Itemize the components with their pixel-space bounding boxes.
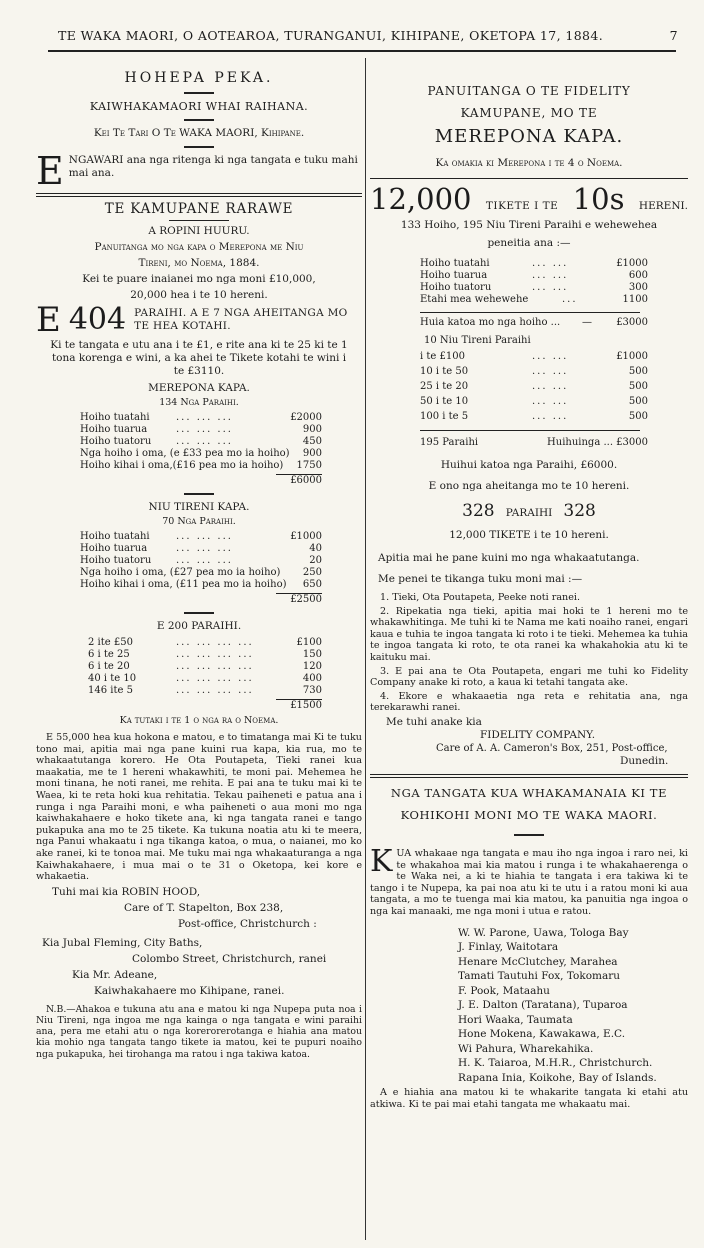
list-item: Hori Waaka, Taumata	[458, 1013, 573, 1026]
masthead	[58, 28, 678, 50]
kia-line-4: Kaiwhakahaere mo Kihipane, ranei.	[94, 984, 285, 997]
headline-text: TIKETE I TE	[485, 200, 559, 212]
fidelity-point-4: 4. Ekore e whakaaetia nga reta e rehitatia ana, nga terekarawhi ranei.	[370, 690, 688, 714]
agents-title-2: KOHIKOHI MONI MO TE WAKA MAORI.	[400, 807, 658, 822]
rarawe-body: E 55,000 hea kua hokona e matou, e to timatanga mai Ki te tuku tono mai, apitia mai nga pane kuini rua kapa, kia rua, mo te whakaatutanga korero. He Ota Poutapeta, Tieki ranei kua maakatia, me te 1 hereni whakawhiti, te moni pai. Mehemea he moni tinana, he noti ranei, me rehita. E pai ana te tuku mai ki te Waea, ki te reta hoki kua rehitatia. Tekau paiheneti e patua ana i runga i nga Paraihi moni, e wha paiheneti o aua moni mo nga kaiwhakahaere e hoko tikete ana, ki nga tangata ranei e tango pukapuka ana mo te 25 tikete. Ka tukuna noatia atu ki te meera, nga Panui whakaatu i nga tikanga katoa, o mua, o naianei, mo ko ake ranei, ki te tonoa mai. Me tuku mai nga whakaaturanga a nga Kaiwhakahaere, i mua mai o te 31 o Oketopa, kei kore e whakaetia.	[36, 732, 362, 883]
list-item: Tamati Tautuhi Fox, Tokomaru	[458, 970, 621, 982]
table-row: 10 i te 50 ... ... 500	[420, 366, 648, 377]
right-column	[370, 58, 688, 1238]
agents-text: UA whakaae nga tangata e mau iho nga ingoa i raro nei, ki te whakahoa mai kia matou i runga i te whakahaerenga o te Waka nei, a ki te hiahia te tangata i era takiwa ki te tango i te Nupepa, ka pai noa atu ki te utu i a ratou moni ki aua tangata, a mo te tuenga mai kia matou, ka panuitia nga ingoa o nga kai manaaki, me nga moni i utua e ratou.	[370, 847, 688, 917]
fidelity-huihui: Huihui katoa nga Paraihi, £6000.	[440, 459, 618, 471]
separator	[184, 493, 214, 495]
table-row: Hoiho tuatoru ... ... ... 20	[80, 555, 322, 566]
table-row: Hoiho tuarua ... ... 600	[420, 270, 648, 281]
drop-cap: E	[36, 154, 64, 187]
table-row: Nga hoiho i oma, (£27 pea mo ia hoiho) 250	[80, 567, 322, 578]
fidelity-line-4: Ka omakia ki Merepona i te 4 o Noema.	[435, 157, 623, 169]
separator	[184, 146, 214, 148]
tuhi-line: Tuhi mai kia ROBIN HOOD,	[52, 885, 201, 898]
kia-line-1: Kia Jubal Fleming, City Baths,	[42, 936, 203, 949]
table-row: Hoiho tuarua ... ... ... 900	[80, 424, 322, 435]
separator	[169, 220, 229, 221]
page-number: 7	[669, 28, 678, 43]
table-row: Hoiho tuatahi ... ... ... £2000	[80, 412, 322, 423]
fidelity-table	[420, 258, 648, 306]
fidelity-aheitanga: E ono nga aheitanga mo te 10 hereni.	[428, 480, 630, 492]
sum-rule	[420, 312, 640, 313]
table-row: 25 i te 20 ... ... 500	[420, 381, 648, 392]
table-row: 2 ite £50 ... ... ... ... £100	[88, 637, 322, 648]
niu-tireni-sub: 70 Nga Paraihi.	[162, 516, 236, 527]
ad-hohepa-office: Kei Te Tari O Te WAKA MAORI, Kihipane.	[93, 127, 305, 139]
list-item: Henare McClutchey, Marahea	[458, 955, 618, 968]
fidelity-table-2	[420, 349, 648, 424]
list-item: J. E. Dalton (Taratana), Tuparoa	[458, 999, 628, 1011]
table-row: Hoiho tuatahi ... ... £1000	[420, 258, 648, 269]
ad-hohepa-name: HOHEPA PEKA.	[124, 70, 274, 86]
total-row: £1500	[290, 700, 322, 711]
table-row: Hoiho kihai i oma,(£16 pea mo ia hoiho) 1750	[80, 460, 322, 471]
big-number: 10s	[572, 182, 625, 216]
table-row: Nga hoiho i oma, (e £33 pea mo ia hoiho) 900	[80, 448, 322, 459]
kia-line-2: Colombo Street, Christchurch, ranei	[132, 952, 327, 965]
table-row: Etahi mea wehewehe ... 1100	[420, 294, 648, 305]
big-number: 12,000	[370, 182, 472, 216]
separator	[184, 92, 214, 94]
sum-rule	[420, 430, 640, 431]
table-row: i te £100 ... ... £1000	[420, 351, 648, 362]
separator	[184, 612, 214, 614]
close-date: Ka tutaki i te 1 o nga ra o Noema.	[119, 715, 279, 726]
ad-rarawe-line1: Panuitanga mo nga kapa o Merepona me Niu	[94, 241, 304, 253]
ad-rarawe-line4: 20,000 hea i te 10 hereni.	[130, 289, 268, 301]
ad-hohepa-role: KAIWHAKAMAORI WHAI RAIHANA.	[89, 100, 309, 113]
headline-text: PARAIHI. A E 7 NGA AHEITANGA MO TE HEA KOTAHI.	[134, 307, 348, 332]
list-item: Rapana Inia, Koikohe, Bay of Islands.	[458, 1071, 657, 1084]
agents-body	[370, 848, 688, 918]
ad-rarawe-line2: Tireni, mo Noema, 1884.	[138, 257, 260, 269]
list-item: H. K. Taiaroa, M.H.R., Christchurch.	[458, 1057, 653, 1069]
merepona-sub: 134 Nga Paraihi.	[159, 397, 239, 408]
ad-hohepa-body	[36, 154, 362, 187]
fidelity-dunedin: Dunedin.	[620, 754, 669, 767]
total-row: 195 Paraihi Huihuinga ... £3000	[420, 437, 648, 448]
list-item: Hone Mokena, Kawakawa, E.C.	[458, 1028, 626, 1040]
merepona-table	[80, 412, 322, 487]
total-row: Huia katoa mo nga hoiho ... — £3000	[420, 317, 648, 328]
subheading: 10 Niu Tireni Paraihi	[424, 335, 531, 346]
table-row: 40 i te 10 ... ... ... ... 400	[88, 673, 322, 684]
fidelity-line-1: PANUITANGA O TE FIDELITY	[427, 84, 631, 98]
table-row: 6 i te 20 ... ... ... ... 120	[88, 661, 322, 672]
niu-tireni-title: NIU TIRENI KAPA.	[148, 501, 250, 513]
table-row: 100 i te 5 ... ... 500	[420, 411, 648, 422]
headline-text: HERENI.	[638, 200, 688, 212]
merepona-title: MEREPONA KAPA.	[148, 382, 250, 394]
e200-table	[88, 637, 322, 712]
ad-rarawe-headline	[36, 300, 362, 340]
fidelity-me: Me penei te tikanga tuku moni mai :—	[378, 573, 583, 585]
table-row: Hoiho tuarua ... ... ... 40	[80, 543, 322, 554]
agents-end: A e hiahia ana matou ki te whakarite tangata ki etahi atu atkiwa. Ki te pai mai etahi tangata me whakaatu mai.	[370, 1087, 688, 1110]
total-row: £2500	[290, 594, 322, 605]
table-row: 50 i te 10 ... ... 500	[420, 396, 648, 407]
drop-cap: K	[370, 847, 393, 879]
e200-title: E 200 PARAIHI.	[156, 620, 242, 632]
header-rule	[48, 50, 676, 52]
agents-list	[370, 926, 688, 1086]
ad-hohepa-text: NGAWARI ana nga ritenga ki nga tangata e tuku mahi mai ana.	[68, 154, 358, 179]
fidelity-point-1: 1. Tieki, Ota Poutapeta, Peeke noti ranei.	[380, 592, 581, 603]
table-row: Hoiho tuatahi ... ... ... £1000	[80, 531, 322, 542]
left-column	[36, 58, 362, 1238]
fidelity-box: Care of A. A. Cameron's Box, 251, Post-office,	[436, 742, 668, 754]
total-row: £6000	[290, 475, 322, 486]
fidelity-pen: peneitia ana :—	[487, 237, 571, 249]
fidelity-metuhi: Me tuhi anake kia	[386, 715, 482, 728]
fidelity-apitia: Apitia mai he pane kuini mo nga whakaatutanga.	[378, 552, 640, 564]
fidelity-point-3: 3. E pai ana te Ota Poutapeta, engari me tuhi ko Fidelity Company anake ki roto, a kaua ki tetahi tangata ake.	[370, 665, 688, 689]
section-rule	[370, 178, 688, 179]
big-letter: E	[36, 300, 61, 340]
big-number: 404	[68, 302, 127, 337]
fidelity-hoiho: 133 Hoiho, 195 Niu Tireni Paraihi e wehewehea	[400, 219, 658, 231]
separator	[514, 834, 544, 836]
agents-title-1: NGA TANGATA KUA WHAKAMANAIA KI TE	[390, 785, 668, 800]
list-item: F. Pook, Mataahu	[458, 984, 550, 997]
table-row: 6 i te 25 ... ... ... ... 150	[88, 649, 322, 660]
fidelity-company: FIDELITY COMPANY.	[480, 728, 596, 741]
masthead-title: TE WAKA MAORI, O AOTEAROA, TURANGANUI, KIHIPANE, OKETOPA 17, 1884.	[58, 28, 604, 43]
po-line: Post-office, Christchurch :	[178, 917, 317, 930]
table-row: Hoiho tuatoru ... ... ... 450	[80, 436, 322, 447]
section-rule	[370, 774, 688, 778]
care-line: Care of T. Stapelton, Box 238,	[124, 901, 284, 914]
ad-rarawe-para: Ki te tangata e utu ana i te £1, e rite ana ki te 25 ki te 1 tona korenga e wini, a ka ahei te Tikete kotahi te wini i te £3110.	[50, 339, 348, 377]
nb-note: N.B.—Ahakoa e tukuna atu ana e matou ki nga Nupepa puta noa i Niu Tireni, nga ingoa me nga kainga o nga tangata e wini paraihi ana, pera me etahi atu o nga korerorerotanga e hiahia ana matou kia mohio nga tangata tango tikete ia matou, kei te pupuri noaiho nga pukapuka, hei tirohanga ma ratou i nga takiwa katoa.	[36, 1003, 362, 1060]
list-item: Wi Pahura, Wharekahika.	[458, 1042, 594, 1055]
fidelity-12k: 12,000 TIKETE i te 10 hereni.	[449, 529, 609, 541]
list-item: W. W. Parone, Uawa, Tologa Bay	[458, 926, 629, 939]
separator	[184, 119, 214, 121]
table-row: Hoiho tuatoru ... ... 300	[420, 282, 648, 293]
kia-line-3: Kia Mr. Adeane,	[72, 968, 158, 981]
table-row: 146 ite 5 ... ... ... ... 730	[88, 685, 322, 696]
fidelity-headline	[370, 182, 688, 216]
fidelity-line-2: KAMUPANE, MO TE	[460, 106, 598, 120]
column-divider	[365, 58, 366, 1240]
fidelity-line-3: MEREPONA KAPA.	[434, 126, 624, 147]
niu-tireni-table	[80, 531, 322, 606]
list-item: J. Finlay, Waitotara	[458, 941, 559, 953]
ad-rarawe-sub: A ROPINI HUURU.	[148, 225, 250, 237]
ad-rarawe-line3: Kei te puare inaianei mo nga moni £10,000,	[82, 273, 316, 285]
fidelity-point-2: 2. Ripekatia nga tieki, apitia mai hoki te 1 hereni mo te whakawhitinga. Me tuhi ki te Nama me kati noaiho ranei, engari kaua e tuhia te ingoa tangata ki roto i te tieki. Mehemea ka tuhia te ingoa tangata ki roto, te ota ranei ka whakahokia atu ki te kaituku mai.	[370, 605, 688, 663]
ad-rarawe-title: TE KAMUPANE RARAWE	[104, 201, 294, 217]
fidelity-328: 328 PARAIHI 328	[462, 501, 596, 521]
table-row: Hoiho kihai i oma, (£11 pea mo ia hoiho) 650	[80, 579, 322, 590]
section-rule	[36, 193, 362, 197]
